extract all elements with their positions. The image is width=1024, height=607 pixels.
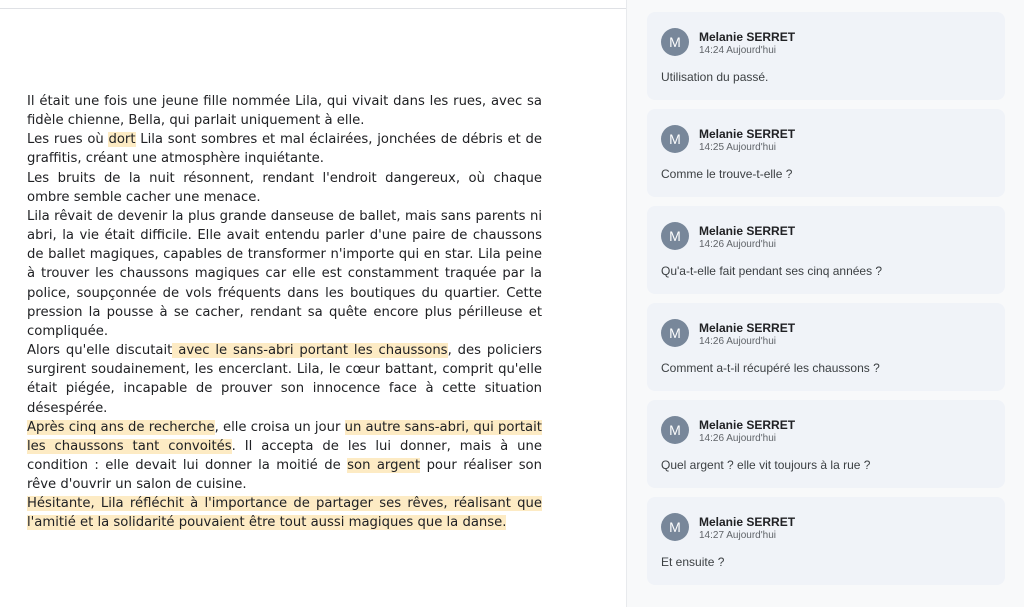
comment-card[interactable] <box>647 497 1005 585</box>
commented-text-highlight[interactable]: avec le sans-abri portant les chaussons <box>172 343 448 359</box>
comment-timestamp: 14:27 Aujourd'hui <box>699 530 776 541</box>
text-run: Lila sont sombres et mal éclairées, jonchées de débris et de graffitis, créant une atmosphère inquiétante. <box>27 132 542 167</box>
text-run: pour réaliser son rêve d'ouvrir un salon de cuisine. <box>27 457 542 493</box>
avatar: M <box>661 513 689 541</box>
avatar: M <box>661 28 689 56</box>
comment-author: Melanie SERRET <box>699 418 796 432</box>
document-paragraph <box>27 418 542 495</box>
text-run: . Il accepta de les lui donner, mais à une condition : elle devait lui donner la moitié de <box>27 438 542 473</box>
comment-author: Melanie SERRET <box>699 321 796 335</box>
text-run: , elle croisa un jour <box>214 419 345 435</box>
avatar: M <box>661 222 689 250</box>
comments-panel <box>626 0 1024 607</box>
comment-author: Melanie SERRET <box>699 224 796 238</box>
document-paragraph <box>27 494 542 532</box>
page-top-border <box>0 8 626 9</box>
comment-text: Utilisation du passé. <box>661 70 769 84</box>
comment-text: Et ensuite ? <box>661 555 725 569</box>
document-paragraph <box>27 341 542 418</box>
document-paragraph <box>27 207 542 341</box>
commented-text-highlight[interactable]: dort <box>108 132 136 148</box>
commented-text-highlight[interactable]: Après cinq ans de recherche <box>27 419 215 435</box>
commented-text-highlight[interactable]: son argent <box>347 457 421 473</box>
comment-text: Qu'a-t-elle fait pendant ses cinq années ? <box>661 264 883 278</box>
commented-text-highlight[interactable]: Hésitante, Lila réfléchit à l'importance de partager ses rêves, réalisant que l'amitié et la solidarité pouvaient être tout aussi magiques que la danse. <box>27 496 542 531</box>
text-run: Les rues où <box>27 132 109 148</box>
document-paragraph <box>27 92 542 130</box>
comment-card[interactable] <box>647 109 1005 197</box>
comment-card[interactable] <box>647 400 1005 488</box>
avatar: M <box>661 125 689 153</box>
text-run: , des policiers surgirent soudainement, les encerclant. Lila, le cœur battant, comprit qu'elle était piégée, incapable de prouver son innocence face à cette situation désespérée. <box>27 343 542 416</box>
avatar: M <box>661 319 689 347</box>
document-body[interactable] <box>27 92 542 533</box>
comment-timestamp: 14:24 Aujourd'hui <box>699 45 776 56</box>
comment-author: Melanie SERRET <box>699 515 796 529</box>
comment-card[interactable] <box>647 12 1005 100</box>
comment-timestamp: 14:26 Aujourd'hui <box>699 336 776 347</box>
avatar: M <box>661 416 689 444</box>
document-paragraph <box>27 130 542 168</box>
comment-text: Quel argent ? elle vit toujours à la rue ? <box>661 458 871 472</box>
text-run: Lila rêvait de devenir la plus grande danseuse de ballet, mais sans parents ni abri, la vie était difficile. Elle avait entendu parler d'une paire de chaussons de ballet magiques, capables de transformer n'importe qui en star. Lila peine à trouver les chaussons magiques car elle est constamment traquée par la police, soupçonnée de vols fréquents dans les boutiques du quartier. Cette pression la pousse à se cacher, rendant sa quête encore plus périlleuse et compliquée. <box>27 208 542 339</box>
comment-text: Comme le trouve-t-elle ? <box>661 167 793 181</box>
comment-author: Melanie SERRET <box>699 127 796 141</box>
comment-text: Comment a-t-il récupéré les chaussons ? <box>661 361 880 375</box>
comment-card[interactable] <box>647 206 1005 294</box>
document-paragraph <box>27 169 542 207</box>
comment-card[interactable] <box>647 303 1005 391</box>
commented-text-highlight[interactable]: un autre sans-abri, qui portait les chaussons tant convoités <box>27 419 542 454</box>
comment-timestamp: 14:25 Aujourd'hui <box>699 142 776 153</box>
text-run: Alors qu'elle discutait <box>27 343 173 359</box>
text-run: Les bruits de la nuit résonnent, rendant l'endroit dangereux, où chaque ombre semble cacher une menace. <box>27 170 542 205</box>
comment-author: Melanie SERRET <box>699 30 796 44</box>
comment-timestamp: 14:26 Aujourd'hui <box>699 239 776 250</box>
comment-timestamp: 14:26 Aujourd'hui <box>699 433 776 444</box>
text-run: Il était une fois une jeune fille nommée Lila, qui vivait dans les rues, avec sa fidèle chienne, Bella, qui parlait uniquement à elle. <box>27 94 542 129</box>
